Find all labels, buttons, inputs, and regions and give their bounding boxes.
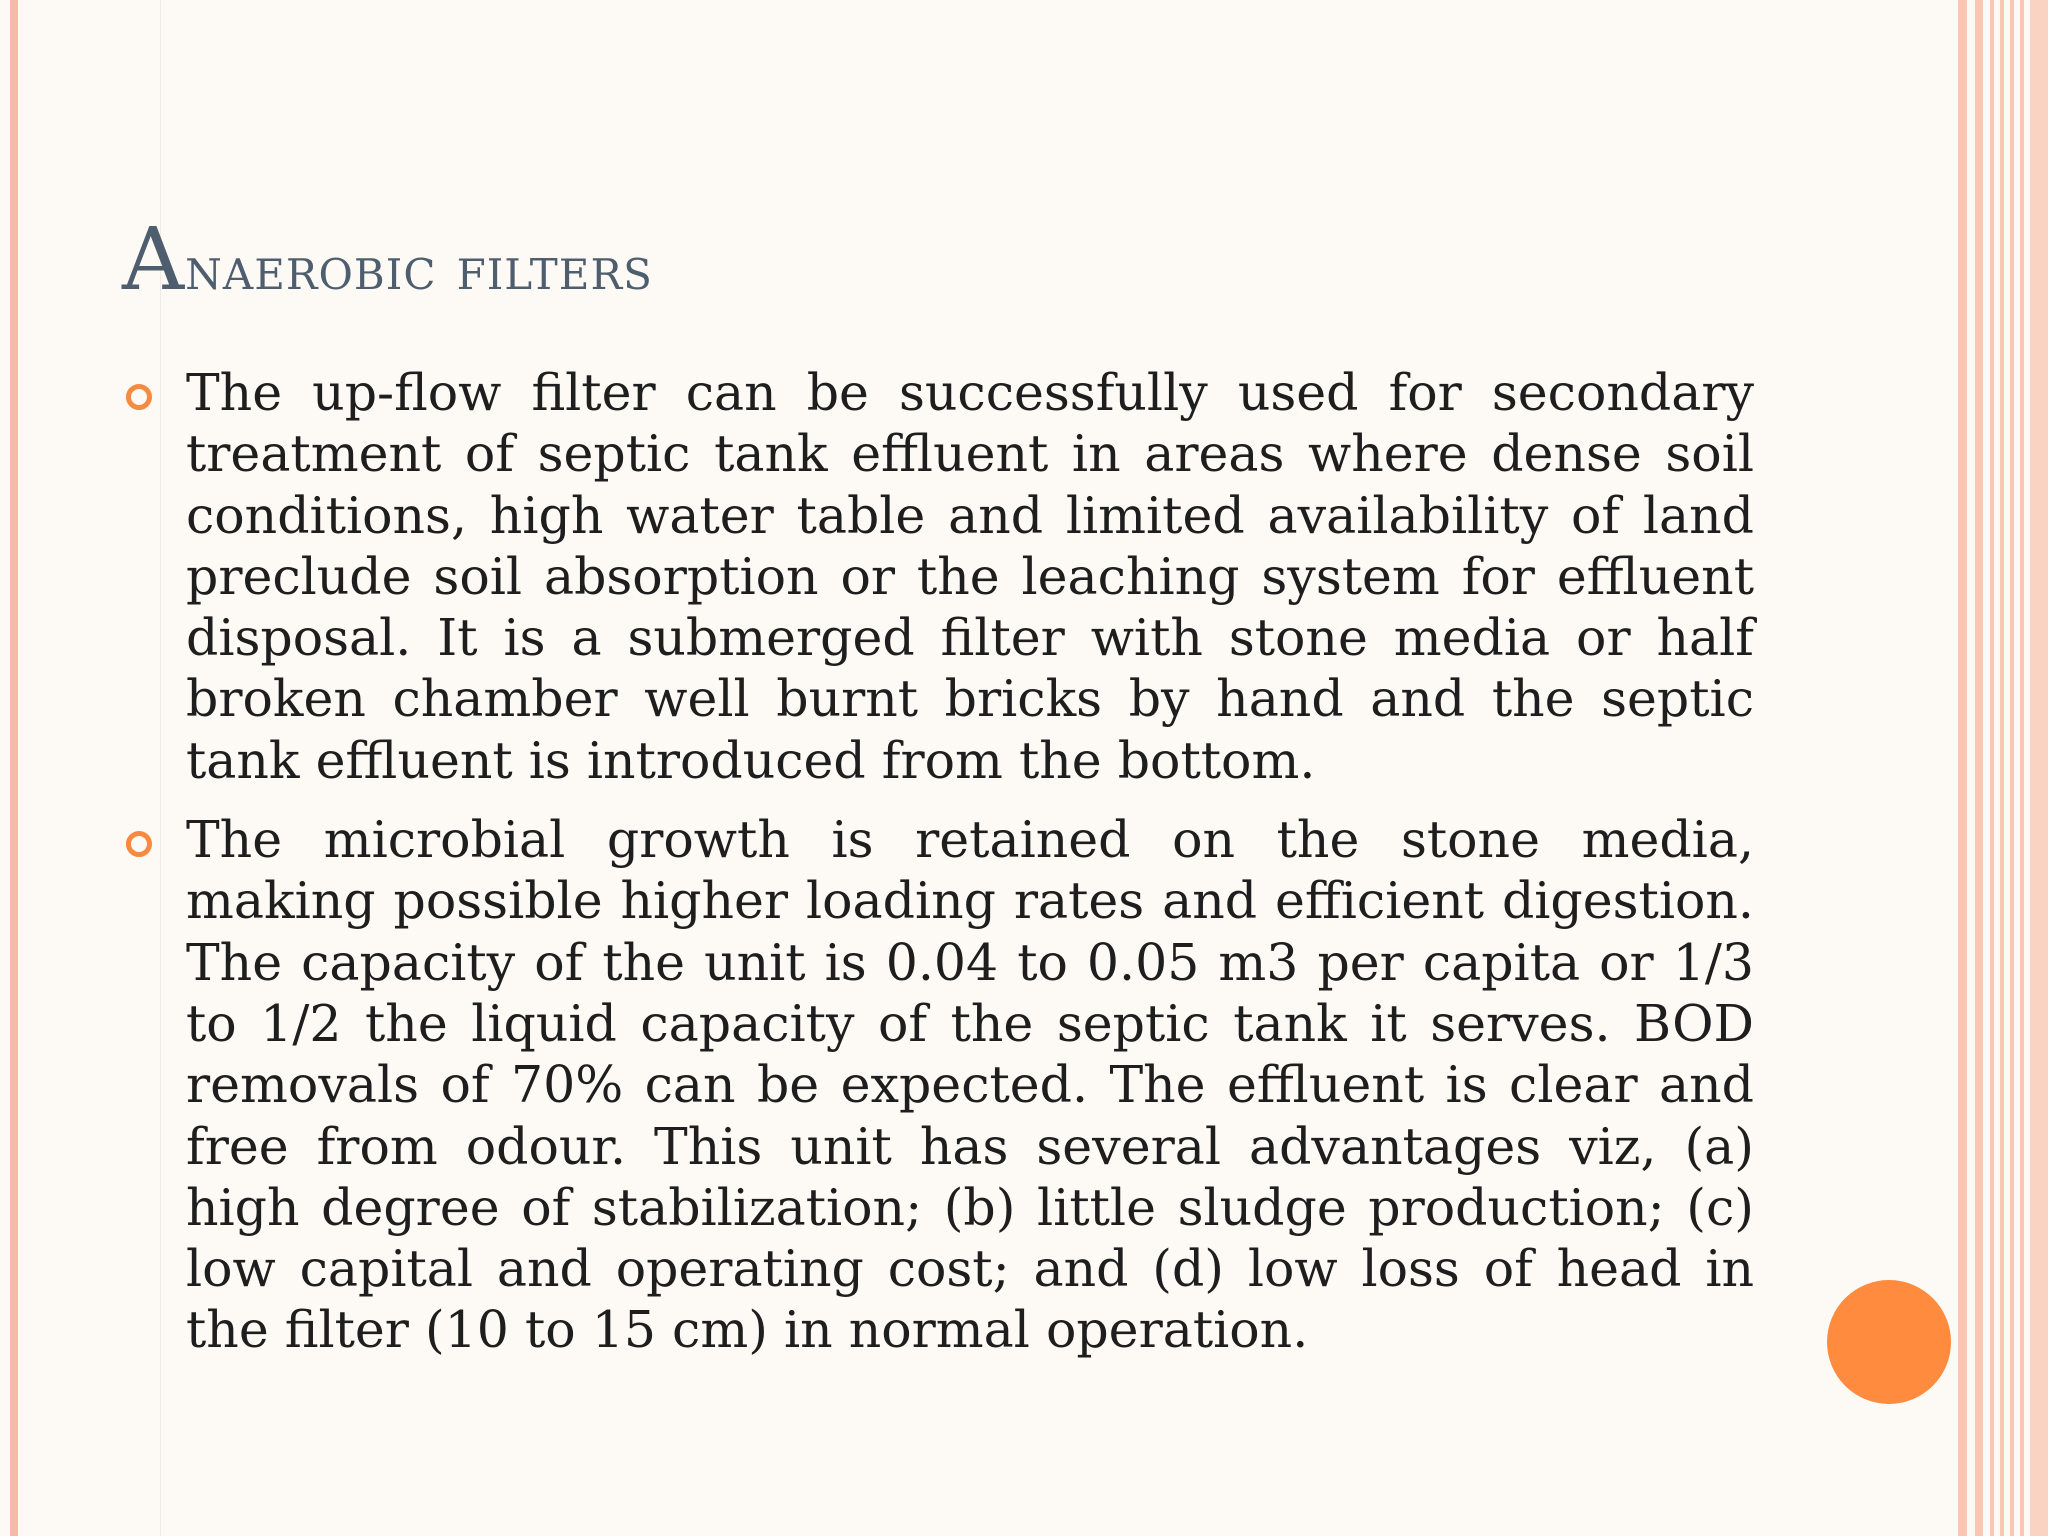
right-border-stripe — [1975, 0, 1983, 1536]
left-border-line — [10, 0, 18, 1536]
bullet-text: The microbial growth is retained on the stone media, making possible higher loading rates and efficient digestion. The capacity of the unit is 0.04 to 0.05 m3 per capita or 1/3 to 1/2 the liquid capacity of the septic tank it serves. BOD removals of 70% can be expected. The effluent is clear and free from odour. This unit has several advantages viz, (a) high degree of stabilization; (b) little sludge production; (c) low capital and operating cost; and (d) low loss of head in the filter (10 to 15 cm) in normal operation. — [186, 810, 1754, 1360]
right-border-stripe — [1990, 0, 1994, 1536]
title-rest: naerobic filters — [185, 234, 653, 304]
right-border-stripe — [2030, 0, 2048, 1536]
bullet-item — [186, 809, 1754, 1361]
slide-title — [122, 210, 653, 310]
orange-circle-decoration — [1827, 1280, 1951, 1404]
right-border-stripe — [2020, 0, 2024, 1536]
bullet-text: The up-flow filter can be successfully used for secondary treatment of septic tank effluent in areas where dense soil conditions, high water table and limited availability of land preclude soil absorption or the leaching system for effluent disposal. It is a submerged filter with stone media or half broken chamber well burnt bricks by hand and the septic tank effluent is introduced from the bottom. — [186, 363, 1754, 790]
right-border-stripe — [2010, 0, 2014, 1536]
slide-content — [186, 362, 1754, 1379]
hollow-circle-bullet-icon — [126, 831, 152, 857]
hollow-circle-bullet-icon — [126, 384, 152, 410]
title-initial: A — [122, 210, 186, 310]
bullet-item — [186, 362, 1754, 791]
right-border-stripe — [2000, 0, 2004, 1536]
right-border-stripe — [1958, 0, 1967, 1536]
